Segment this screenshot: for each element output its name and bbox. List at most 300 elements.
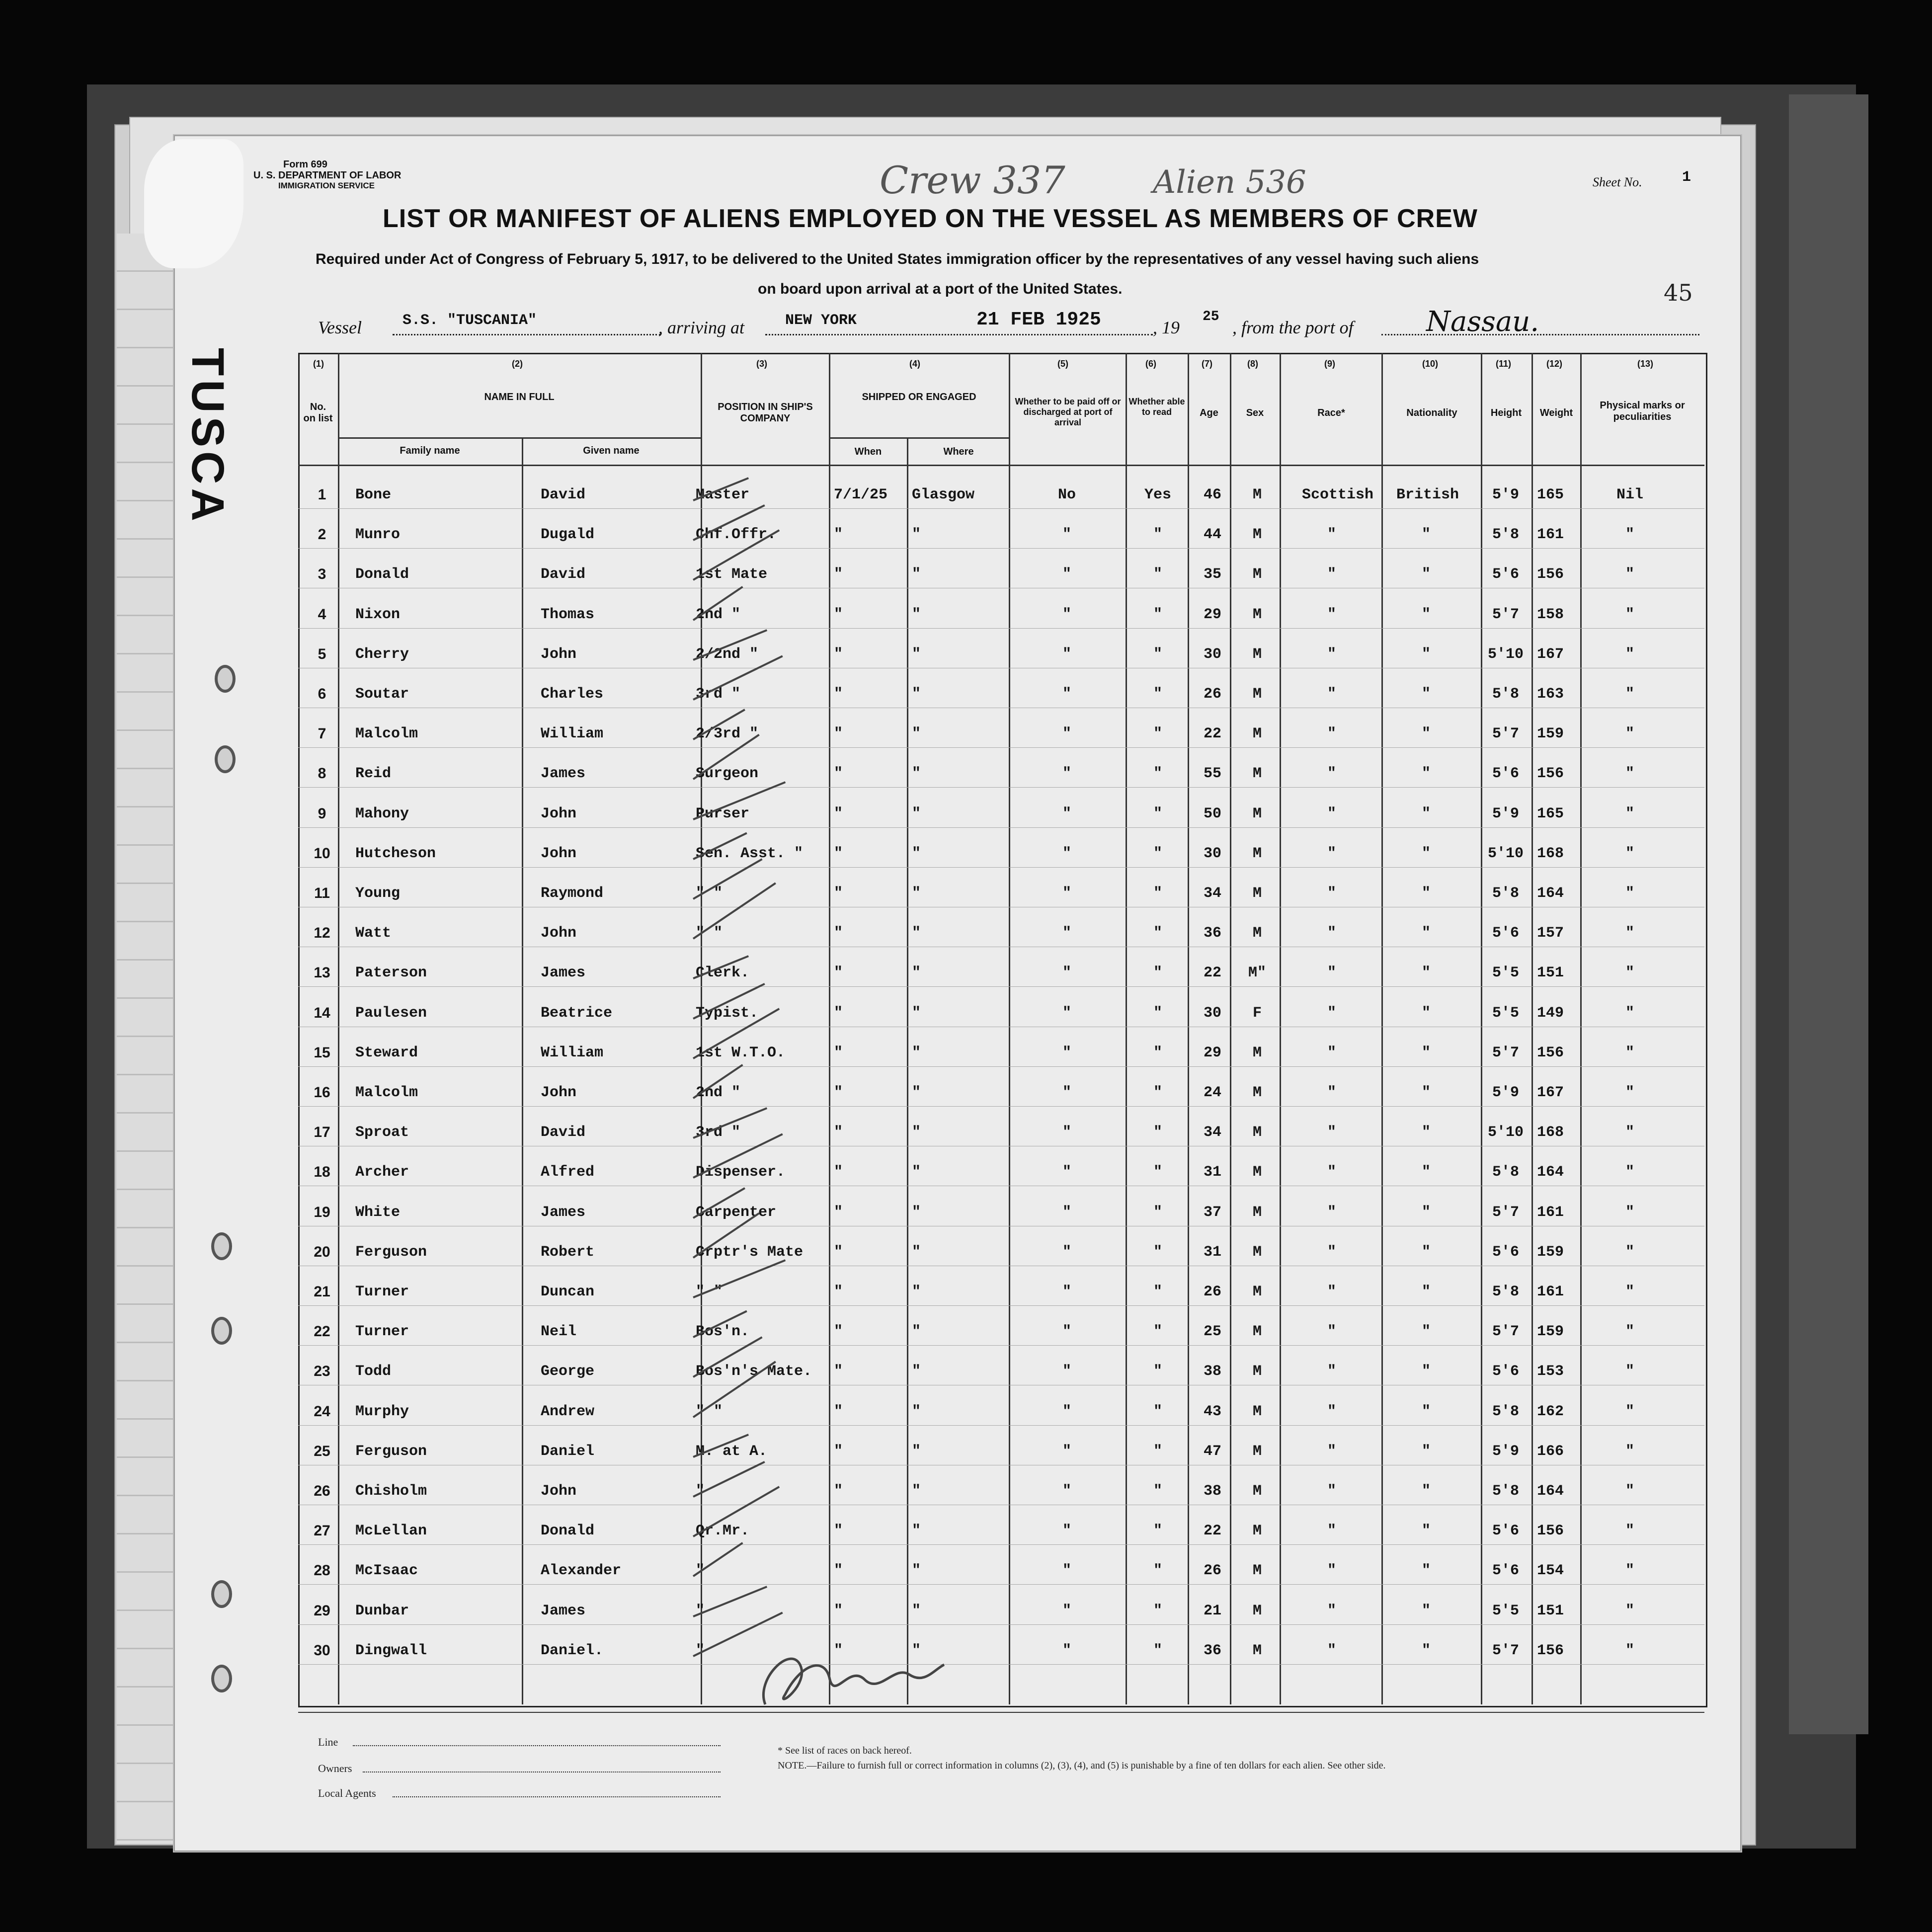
- cell-given: Andrew: [541, 1403, 595, 1420]
- cell-position: " ": [696, 885, 723, 902]
- cell-family: Paulesen: [355, 1004, 427, 1022]
- cell-age: 34: [1203, 885, 1221, 902]
- cell-when: ": [834, 1124, 843, 1141]
- cell-sex: M: [1252, 1284, 1262, 1300]
- footer-note: NOTE.—Failure to furnish full or correct information in columns (2), (3), (4), and (5) is punishable by a fine of ten dollars for each alien. See other side.: [778, 1760, 1386, 1771]
- footer-owners-rule: [363, 1771, 721, 1772]
- cell-height: 5'8: [1492, 1164, 1519, 1181]
- cell-paid-off: ": [1062, 645, 1071, 663]
- col-header-name: NAME IN FULL: [484, 392, 555, 402]
- cell-nationality: ": [1421, 686, 1431, 703]
- row-rule: [298, 827, 1704, 828]
- cell-given: David: [541, 486, 586, 503]
- cell-where: ": [912, 1443, 921, 1460]
- cell-position: Typist.: [696, 1004, 759, 1022]
- cell-where: ": [912, 1284, 921, 1300]
- cell-position: ": [696, 1642, 705, 1659]
- cell-paid-off: No: [1057, 486, 1076, 503]
- cell-when: ": [834, 965, 843, 982]
- cell-nationality: ": [1421, 1602, 1431, 1619]
- cell-marks: ": [1625, 606, 1634, 623]
- cell-given: Raymond: [541, 885, 604, 902]
- col-header-family: Family name: [400, 445, 460, 456]
- cell-paid-off: ": [1062, 1284, 1071, 1300]
- cell-family: Archer: [355, 1164, 409, 1181]
- cell-paid-off: ": [1062, 1403, 1071, 1420]
- cell-given: John: [541, 925, 577, 942]
- cell-sex: M: [1252, 1403, 1262, 1420]
- cell-position: 1st W.T.O.: [696, 1044, 786, 1061]
- cell-race: ": [1327, 1403, 1336, 1420]
- cell-paid-off: ": [1062, 606, 1071, 623]
- cell-where: ": [912, 1562, 921, 1580]
- cell-sex: F: [1252, 1004, 1262, 1022]
- cell-position: 3rd ": [696, 686, 741, 703]
- cell-given: John: [541, 805, 577, 822]
- cell-age: 36: [1203, 1642, 1221, 1659]
- cell-paid-off: ": [1062, 925, 1071, 942]
- cell-marks: ": [1625, 885, 1634, 902]
- cell-family: Turner: [355, 1323, 409, 1341]
- cell-read: ": [1153, 1602, 1162, 1619]
- row-rule: [298, 787, 1704, 788]
- cell-no: 11: [314, 885, 330, 901]
- requirement-line-1: Required under Act of Congress of February 5, 1917, to be delivered to the United States immigration officer by the representatives of any vessel having such aliens: [316, 251, 1479, 267]
- cell-nationality: ": [1421, 645, 1431, 663]
- cell-height: 5'7: [1492, 1642, 1519, 1659]
- col-num: (5): [1057, 359, 1068, 369]
- cell-paid-off: ": [1062, 805, 1071, 822]
- row-rule: [298, 1425, 1704, 1426]
- cell-family: Paterson: [355, 965, 427, 982]
- cell-race: ": [1327, 526, 1336, 544]
- cell-sex: M: [1252, 1124, 1262, 1141]
- year-label: , 19: [1153, 318, 1180, 337]
- col-num: (4): [909, 359, 920, 369]
- cell-no: 23: [314, 1363, 330, 1380]
- cell-family: Reid: [355, 765, 392, 783]
- cell-weight: 156: [1536, 1044, 1564, 1061]
- cell-race: ": [1327, 885, 1336, 902]
- cell-sex: M: [1252, 1642, 1262, 1659]
- cell-when: ": [834, 1243, 843, 1261]
- cell-race: ": [1327, 1562, 1336, 1580]
- cell-sex: M: [1252, 1084, 1262, 1101]
- row-rule: [298, 628, 1704, 629]
- cell-given: James: [541, 1602, 586, 1619]
- cell-race: ": [1327, 1523, 1336, 1540]
- row-rule: [298, 747, 1704, 748]
- cell-where: ": [912, 725, 921, 743]
- cell-family: Murphy: [355, 1403, 409, 1420]
- footer-owners-label: Owners: [318, 1762, 352, 1774]
- cell-no: 24: [314, 1403, 330, 1420]
- backing-board-edge: [1789, 94, 1868, 1734]
- cell-age: 22: [1203, 725, 1221, 743]
- cell-nationality: ": [1421, 965, 1431, 982]
- cell-height: 5'9: [1492, 805, 1519, 822]
- cell-nationality: ": [1421, 1642, 1431, 1659]
- cell-age: 22: [1203, 965, 1221, 982]
- cell-when: ": [834, 606, 843, 623]
- cell-given: James: [541, 1204, 586, 1221]
- cell-height: 5'10: [1487, 845, 1524, 862]
- cell-when: ": [834, 1084, 843, 1101]
- cell-marks: ": [1625, 1602, 1634, 1619]
- row-rule: [298, 867, 1704, 868]
- cell-weight: 162: [1536, 1403, 1564, 1420]
- cell-age: 37: [1203, 1204, 1221, 1221]
- cell-when: 7/1/25: [834, 486, 888, 503]
- cell-where: ": [912, 686, 921, 703]
- cell-given: James: [541, 765, 586, 783]
- cell-nationality: ": [1421, 845, 1431, 862]
- cell-age: 26: [1203, 1562, 1221, 1580]
- cell-marks: ": [1625, 1243, 1634, 1261]
- cell-position: " ": [696, 1284, 723, 1300]
- row-rule: [298, 986, 1704, 987]
- cell-read: ": [1153, 1044, 1162, 1061]
- cell-age: 21: [1203, 1602, 1221, 1619]
- cell-given: David: [541, 1124, 586, 1141]
- cell-position: " ": [696, 1403, 723, 1420]
- cell-marks: ": [1625, 1483, 1634, 1500]
- cell-position: Surgeon: [696, 765, 759, 783]
- cell-height: 5'6: [1492, 1363, 1519, 1380]
- col-num: (6): [1145, 359, 1156, 369]
- cell-sex: M: [1252, 686, 1262, 703]
- cell-sex: M: [1252, 1483, 1262, 1500]
- cell-nationality: ": [1421, 566, 1431, 583]
- cell-family: Nixon: [355, 606, 401, 623]
- cell-given: Thomas: [541, 606, 595, 623]
- punch-hole: [215, 665, 236, 693]
- cell-age: 26: [1203, 686, 1221, 703]
- cell-position: ": [696, 1483, 705, 1500]
- cell-paid-off: ": [1062, 1204, 1071, 1221]
- cell-no: 25: [314, 1443, 330, 1459]
- cell-paid-off: ": [1062, 1602, 1071, 1619]
- cell-given: William: [541, 725, 604, 743]
- cell-paid-off: ": [1062, 965, 1071, 982]
- cell-when: ": [834, 1044, 843, 1061]
- cell-position: Carpenter: [696, 1204, 777, 1221]
- cell-marks: ": [1625, 765, 1634, 783]
- cell-sex: M: [1252, 885, 1262, 902]
- cell-weight: 149: [1536, 1004, 1564, 1022]
- vessel-underline: [393, 334, 661, 335]
- arrival-date-stamp: 21 FEB 1925: [976, 309, 1101, 330]
- col-header-no: No. on list: [303, 402, 333, 424]
- cell-sex: M: [1252, 1443, 1262, 1460]
- cell-sex: M: [1252, 486, 1262, 503]
- cell-no: 15: [314, 1044, 330, 1061]
- cell-read: ": [1153, 606, 1162, 623]
- cell-position: " ": [696, 925, 723, 942]
- cell-weight: 156: [1536, 566, 1564, 583]
- cell-weight: 156: [1536, 1523, 1564, 1540]
- cell-no: 2: [318, 526, 326, 543]
- cell-given: Dugald: [541, 526, 595, 544]
- cell-nationality: ": [1421, 1323, 1431, 1341]
- cell-read: ": [1153, 925, 1162, 942]
- col-divider-given: [522, 437, 523, 1704]
- cell-race: ": [1327, 1363, 1336, 1380]
- cell-age: 30: [1203, 1004, 1221, 1022]
- cell-no: 6: [318, 686, 326, 702]
- cell-when: ": [834, 1523, 843, 1540]
- cell-position: Qr.Mr.: [696, 1523, 750, 1540]
- cell-family: Watt: [355, 925, 392, 942]
- cell-nationality: ": [1421, 1562, 1431, 1580]
- cell-marks: ": [1625, 1164, 1634, 1181]
- cell-race: ": [1327, 1084, 1336, 1101]
- cell-sex: M: [1252, 1164, 1262, 1181]
- row-rule: [298, 1345, 1704, 1346]
- col-header-position: POSITION IN SHIP'S COMPANY: [718, 402, 813, 424]
- cell-where: ": [912, 1124, 921, 1141]
- col-num: (12): [1546, 359, 1563, 369]
- col-divider: [829, 353, 830, 1704]
- cell-position: Sen. Asst. ": [696, 845, 804, 862]
- cell-given: William: [541, 1044, 604, 1061]
- cell-weight: 167: [1536, 1084, 1564, 1101]
- cell-race: ": [1327, 1243, 1336, 1261]
- col-header-weight: Weight: [1539, 407, 1573, 418]
- cell-marks: ": [1625, 1642, 1634, 1659]
- cell-age: 36: [1203, 925, 1221, 942]
- cell-position: Bos'n's Mate.: [696, 1363, 812, 1380]
- punch-hole: [215, 745, 236, 773]
- cell-paid-off: ": [1062, 1642, 1071, 1659]
- cell-family: Soutar: [355, 686, 409, 703]
- cell-paid-off: ": [1062, 1483, 1071, 1500]
- cell-weight: 161: [1536, 1204, 1564, 1221]
- cell-read: ": [1153, 885, 1162, 902]
- cell-weight: 156: [1536, 765, 1564, 783]
- cell-age: 31: [1203, 1243, 1221, 1261]
- cell-position: Dispenser.: [696, 1164, 786, 1181]
- cell-read: ": [1153, 526, 1162, 544]
- cell-paid-off: ": [1062, 1004, 1071, 1022]
- cell-when: ": [834, 925, 843, 942]
- col-header-nationality: Nationality: [1406, 407, 1457, 418]
- cell-weight: 164: [1536, 1164, 1564, 1181]
- cell-where: ": [912, 1602, 921, 1619]
- cell-where: ": [912, 645, 921, 663]
- cell-marks: ": [1625, 1403, 1634, 1420]
- cell-read: ": [1153, 1204, 1162, 1221]
- cell-weight: 156: [1536, 1642, 1564, 1659]
- cell-nationality: ": [1421, 925, 1431, 942]
- cell-no: 7: [318, 725, 326, 742]
- row-rule: [298, 1624, 1704, 1625]
- cell-height: 5'6: [1492, 566, 1519, 583]
- col-num: (3): [756, 359, 767, 369]
- cell-paid-off: ": [1062, 1124, 1071, 1141]
- cell-family: McIsaac: [355, 1562, 418, 1580]
- cell-race: ": [1327, 845, 1336, 862]
- cell-age: 26: [1203, 1284, 1221, 1300]
- cell-age: 34: [1203, 1124, 1221, 1141]
- cell-marks: ": [1625, 1124, 1634, 1141]
- cell-position: Crptr's Mate: [696, 1243, 804, 1261]
- cell-family: Todd: [355, 1363, 392, 1380]
- cell-height: 5'7: [1492, 725, 1519, 743]
- cell-read: ": [1153, 765, 1162, 783]
- cell-height: 5'8: [1492, 1284, 1519, 1300]
- cell-family: Malcolm: [355, 1084, 418, 1101]
- cell-position: ": [696, 1562, 705, 1580]
- cell-when: ": [834, 1204, 843, 1221]
- cell-weight: 163: [1536, 686, 1564, 703]
- cell-height: 5'7: [1492, 1204, 1519, 1221]
- cell-given: Alfred: [541, 1164, 595, 1181]
- cell-weight: 168: [1536, 845, 1564, 862]
- cell-age: 30: [1203, 845, 1221, 862]
- col-divider: [701, 353, 702, 1704]
- cell-where: ": [912, 845, 921, 862]
- cell-age: 31: [1203, 1164, 1221, 1181]
- cell-race: ": [1327, 1164, 1336, 1181]
- cell-height: 5'9: [1492, 1084, 1519, 1101]
- from-port-underline: [1381, 334, 1699, 335]
- cell-family: Chisholm: [355, 1483, 427, 1500]
- cell-family: Malcolm: [355, 725, 418, 743]
- cell-position: ": [696, 1602, 705, 1619]
- cell-race: ": [1327, 925, 1336, 942]
- cell-when: ": [834, 805, 843, 822]
- cell-race: ": [1327, 1483, 1336, 1500]
- cell-family: Hutcheson: [355, 845, 436, 862]
- cell-paid-off: ": [1062, 885, 1071, 902]
- cell-nationality: ": [1421, 765, 1431, 783]
- cell-weight: 166: [1536, 1443, 1564, 1460]
- cell-when: ": [834, 526, 843, 544]
- col-num: (11): [1496, 359, 1512, 369]
- cell-age: 47: [1203, 1443, 1221, 1460]
- page-number: 45: [1664, 279, 1693, 306]
- cell-no: 5: [318, 645, 326, 662]
- cell-when: ": [834, 1403, 843, 1420]
- cell-weight: 157: [1536, 925, 1564, 942]
- cell-race: ": [1327, 965, 1336, 982]
- cell-height: 5'9: [1492, 486, 1519, 503]
- cell-paid-off: ": [1062, 845, 1071, 862]
- cell-marks: ": [1625, 1323, 1634, 1341]
- cell-no: 12: [314, 925, 330, 942]
- col-num: (2): [512, 359, 523, 369]
- cell-position: 3rd ": [696, 1124, 741, 1141]
- cell-given: Donald: [541, 1523, 595, 1540]
- cell-race: ": [1327, 1284, 1336, 1300]
- cell-where: ": [912, 1523, 921, 1540]
- cell-nationality: ": [1421, 885, 1431, 902]
- from-port: Nassau.: [1426, 306, 1539, 338]
- cell-when: ": [834, 1004, 843, 1022]
- cell-when: ": [834, 1443, 843, 1460]
- cell-weight: 159: [1536, 1323, 1564, 1341]
- cell-where: Glasgow: [912, 486, 975, 503]
- cell-marks: ": [1625, 1523, 1634, 1540]
- col-divider: [338, 353, 339, 1704]
- cell-family: Dunbar: [355, 1602, 409, 1619]
- cell-race: ": [1327, 645, 1336, 663]
- table-bottom-rule: [298, 1712, 1704, 1713]
- cell-nationality: ": [1421, 1044, 1431, 1061]
- cell-given: Charles: [541, 686, 604, 703]
- cell-no: 17: [314, 1124, 330, 1141]
- cell-read: ": [1153, 1403, 1162, 1420]
- cell-read: Yes: [1144, 486, 1171, 503]
- cell-nationality: ": [1421, 1124, 1431, 1141]
- cell-paid-off: ": [1062, 566, 1071, 583]
- cell-height: 5'5: [1492, 1004, 1519, 1022]
- side-label: TUSCA: [182, 348, 233, 525]
- col-num: (7): [1202, 359, 1212, 369]
- cell-family: Young: [355, 885, 401, 902]
- department-stamp: U. S. DEPARTMENT OF LABOR: [253, 170, 402, 181]
- row-rule: [298, 508, 1704, 509]
- cell-no: 1: [318, 486, 326, 503]
- cell-height: 5'6: [1492, 1243, 1519, 1261]
- cell-read: ": [1153, 645, 1162, 663]
- cell-no: 14: [314, 1004, 330, 1021]
- cell-given: Beatrice: [541, 1004, 613, 1022]
- cell-when: ": [834, 1642, 843, 1659]
- col-num: (8): [1247, 359, 1258, 369]
- cell-weight: 159: [1536, 725, 1564, 743]
- cell-position: 2/2nd ": [696, 645, 759, 663]
- cell-no: 21: [314, 1284, 330, 1300]
- cell-weight: 165: [1536, 805, 1564, 822]
- cell-height: 5'8: [1492, 686, 1519, 703]
- col-divider: [1580, 353, 1582, 1704]
- cell-nationality: ": [1421, 1084, 1431, 1101]
- header-bottom-rule: [298, 465, 1704, 466]
- cell-position: Chf.Offr.: [696, 526, 777, 544]
- cell-sex: M: [1252, 845, 1262, 862]
- cell-race: ": [1327, 1323, 1336, 1341]
- cell-race: ": [1327, 1642, 1336, 1659]
- cell-when: ": [834, 1562, 843, 1580]
- cell-height: 5'6: [1492, 1562, 1519, 1580]
- col-divider-where: [907, 437, 908, 1704]
- cell-marks: ": [1625, 925, 1634, 942]
- cell-race: ": [1327, 1124, 1336, 1141]
- page-edge-stack: [117, 234, 177, 1844]
- cell-position: Purser: [696, 805, 750, 822]
- year-suffix: 25: [1203, 309, 1219, 324]
- cell-where: ": [912, 1403, 921, 1420]
- header-sub-rule: [829, 437, 1009, 439]
- col-header-race: Race*: [1317, 407, 1345, 418]
- cell-marks: ": [1625, 1204, 1634, 1221]
- cell-age: 44: [1203, 526, 1221, 544]
- cell-nationality: ": [1421, 1284, 1431, 1300]
- cell-height: 5'8: [1492, 1483, 1519, 1500]
- cell-nationality: ": [1421, 606, 1431, 623]
- cell-nationality: ": [1421, 1164, 1431, 1181]
- row-rule: [298, 1066, 1704, 1067]
- cell-height: 5'10: [1487, 1124, 1524, 1141]
- cell-nationality: ": [1421, 1443, 1431, 1460]
- cell-read: ": [1153, 1243, 1162, 1261]
- cell-when: ": [834, 725, 843, 743]
- cell-where: ": [912, 765, 921, 783]
- cell-race: ": [1327, 725, 1336, 743]
- cell-age: 29: [1203, 1044, 1221, 1061]
